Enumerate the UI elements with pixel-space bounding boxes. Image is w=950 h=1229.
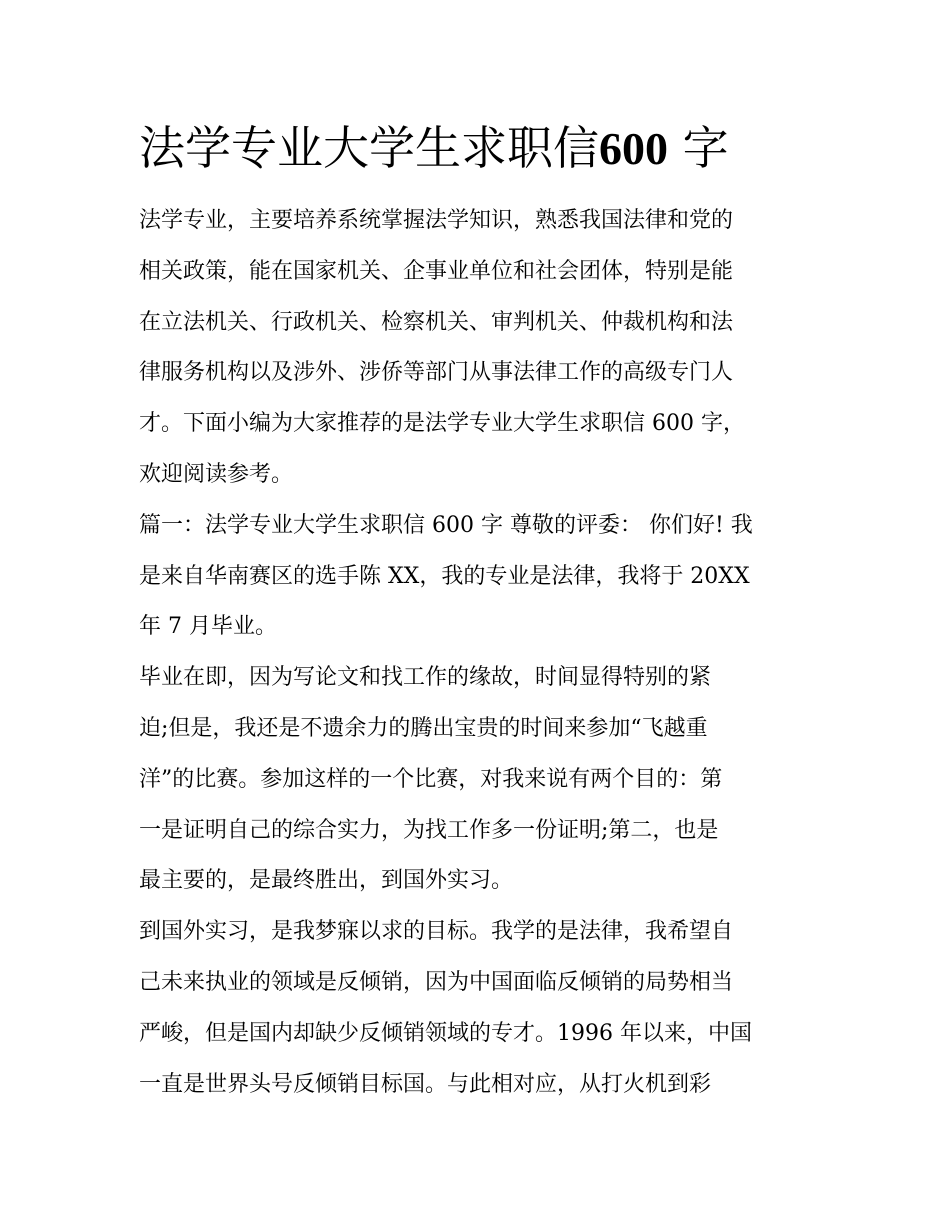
text-line: 才。下面小编为大家推荐的是法学专业大学生求职信 600 字， (139, 411, 745, 437)
paragraph-chapter-one (139, 501, 819, 653)
text-line: 迫;但是，我还是不遗余力的腾出宝贵的时间来参加“飞越重 (139, 715, 708, 741)
text-line: 一直是世界头号反倾销目标国。与此相对应，从打火机到彩 (139, 1071, 712, 1097)
text-line: 篇一：法学专业大学生求职信 600 字 尊敬的评委： 你们好! 我 (139, 512, 753, 538)
title-text: 法学专业大学生求职信 (139, 121, 599, 175)
text-line: 严峻，但是国内却缺少反倾销领域的专才。1996 年以来，中国 (139, 1020, 752, 1046)
title-suffix: 字 (682, 121, 729, 175)
text-line: 一是证明自己的综合实力，为找工作多一份证明;第二，也是 (139, 817, 719, 843)
text-line: 洋”的比赛。参加这样的一个比赛，对我来说有两个目的：第 (139, 766, 723, 792)
paragraph-internship (139, 907, 819, 1110)
text-line: 在立法机关、行政机关、检察机关、审判机关、仲裁机构和法 (139, 309, 734, 335)
document-title (139, 114, 729, 183)
text-line: 毕业在即，因为写论文和找工作的缘故，时间显得特别的紧 (139, 665, 712, 691)
text-line: 法学专业，主要培养系统掌握法学知识，熟悉我国法律和党的 (139, 208, 734, 233)
document-body (139, 196, 819, 1110)
text-line: 相关政策，能在国家机关、企事业单位和社会团体，特别是能 (139, 258, 734, 284)
paragraph-intro (139, 196, 819, 501)
text-line: 到国外实习，是我梦寐以求的目标。我学的是法律，我希望自 (139, 919, 734, 945)
title-number: 600 (599, 123, 668, 174)
text-line: 欢迎阅读参考。 (139, 461, 294, 487)
text-line: 己未来执业的领域是反倾销，因为中国面临反倾销的局势相当 (139, 969, 734, 995)
text-line: 律服务机构以及涉外、涉侨等部门从事法律工作的高级专门人 (139, 360, 734, 386)
text-line: 是来自华南赛区的选手陈 XX，我的专业是法律，我将于 20XX (139, 563, 750, 589)
text-line: 最主要的，是最终胜出，到国外实习。 (139, 868, 514, 894)
text-line: 年 7 月毕业。 (139, 614, 277, 640)
paragraph-graduation (139, 653, 819, 907)
